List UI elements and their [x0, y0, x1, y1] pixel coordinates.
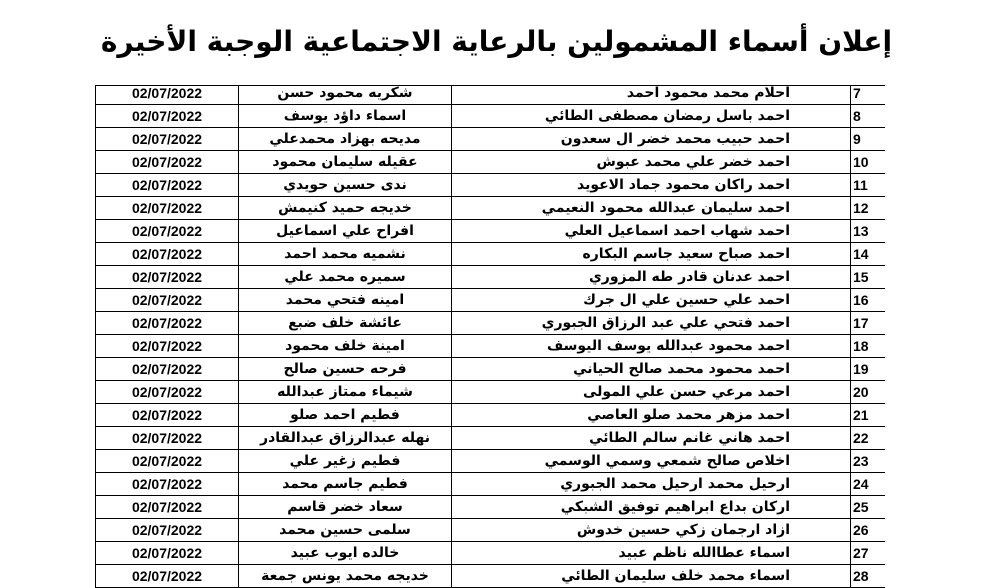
row-number: 28 [851, 565, 886, 588]
beneficiary-name: احمد مرعي حسن علي المولى [452, 381, 851, 404]
beneficiary-name: احمد خضر علي محمد عبوش [452, 151, 851, 174]
beneficiary-name: احمد هاني غانم سالم الطائي [452, 427, 851, 450]
entry-date: 02/07/2022 [96, 85, 239, 105]
beneficiary-name: احمد سليمان عبدالله محمود النعيمي [452, 197, 851, 220]
relative-name: امينة خلف محمود [239, 335, 452, 358]
document-area [95, 85, 885, 588]
relative-name: فطيم زغير علي [239, 450, 452, 473]
table-row [96, 85, 886, 105]
relative-name: سلمى حسين محمد [239, 519, 452, 542]
row-number: 27 [851, 542, 886, 565]
table-row [96, 358, 886, 381]
beneficiary-name: احمد صباح سعيد جاسم البكاره [452, 243, 851, 266]
relative-name: سميره محمد علي [239, 266, 452, 289]
beneficiary-name: اركان بداع ابراهيم توفيق الشبكي [452, 496, 851, 519]
table-row [96, 565, 886, 588]
table-row [96, 496, 886, 519]
row-number: 18 [851, 335, 886, 358]
entry-date: 02/07/2022 [96, 335, 239, 358]
table-row [96, 335, 886, 358]
table-body [96, 85, 886, 588]
row-number: 19 [851, 358, 886, 381]
beneficiary-name: اسماء محمد خلف سليمان الطائي [452, 565, 851, 588]
table-row [96, 450, 886, 473]
entry-date: 02/07/2022 [96, 450, 239, 473]
relative-name: عائشة خلف ضبع [239, 312, 452, 335]
table-row [96, 542, 886, 565]
row-number: 23 [851, 450, 886, 473]
table-row [96, 289, 886, 312]
beneficiary-name: احمد محمود محمد صالح الحياني [452, 358, 851, 381]
beneficiary-name: احمد راكان محمود جماد الاعويد [452, 174, 851, 197]
relative-name: عقيله سليمان محمود [239, 151, 452, 174]
table-row [96, 151, 886, 174]
table-row [96, 312, 886, 335]
row-number: 22 [851, 427, 886, 450]
relative-name: ندى حسين حويدي [239, 174, 452, 197]
relative-name: شكريه محمود حسن [239, 85, 452, 105]
table-row [96, 243, 886, 266]
row-number: 9 [851, 128, 886, 151]
row-number: 20 [851, 381, 886, 404]
relative-name: سعاد خضر قاسم [239, 496, 452, 519]
row-number: 11 [851, 174, 886, 197]
entry-date: 02/07/2022 [96, 266, 239, 289]
relative-name: خديجه محمد يونس جمعة [239, 565, 452, 588]
beneficiaries-table [95, 85, 885, 588]
beneficiary-name: احمد فتحي علي عبد الرزاق الجبوري [452, 312, 851, 335]
table-row [96, 519, 886, 542]
table-row [96, 427, 886, 450]
beneficiary-name: ارحيل محمد ارحيل محمد الجبوري [452, 473, 851, 496]
beneficiary-name: احلام محمد محمود احمد [452, 85, 851, 105]
row-number: 25 [851, 496, 886, 519]
table-row [96, 220, 886, 243]
relative-name: نشميه محمد احمد [239, 243, 452, 266]
relative-name: افراح علي اسماعيل [239, 220, 452, 243]
entry-date: 02/07/2022 [96, 243, 239, 266]
relative-name: نهله عبدالرزاق عبدالقادر [239, 427, 452, 450]
row-number: 15 [851, 266, 886, 289]
entry-date: 02/07/2022 [96, 381, 239, 404]
relative-name: فرحه حسين صالح [239, 358, 452, 381]
entry-date: 02/07/2022 [96, 220, 239, 243]
entry-date: 02/07/2022 [96, 312, 239, 335]
entry-date: 02/07/2022 [96, 496, 239, 519]
entry-date: 02/07/2022 [96, 404, 239, 427]
relative-name: اسماء داؤد يوسف [239, 105, 452, 128]
relative-name: امينه فتحي محمد [239, 289, 452, 312]
row-number: 12 [851, 197, 886, 220]
row-number: 8 [851, 105, 886, 128]
row-number: 14 [851, 243, 886, 266]
entry-date: 02/07/2022 [96, 519, 239, 542]
beneficiary-name: اسماء عطاالله ناظم عبيد [452, 542, 851, 565]
row-number: 26 [851, 519, 886, 542]
relative-name: خديجه حميد كنيمش [239, 197, 452, 220]
row-number: 10 [851, 151, 886, 174]
beneficiary-name: احمد علي حسين علي ال جرك [452, 289, 851, 312]
row-number: 21 [851, 404, 886, 427]
table-row [96, 266, 886, 289]
table-row [96, 174, 886, 197]
row-number: 24 [851, 473, 886, 496]
entry-date: 02/07/2022 [96, 358, 239, 381]
beneficiary-name: احمد حبيب محمد خضر ال سعدون [452, 128, 851, 151]
entry-date: 02/07/2022 [96, 473, 239, 496]
entry-date: 02/07/2022 [96, 289, 239, 312]
relative-name: مديحه بهزاد محمدعلي [239, 128, 452, 151]
row-number: 16 [851, 289, 886, 312]
beneficiary-name: احمد شهاب احمد اسماعيل العلي [452, 220, 851, 243]
beneficiary-name: اخلاص صالح شمعي وسمي الوسمي [452, 450, 851, 473]
beneficiary-name: احمد مزهر محمد صلو العاصي [452, 404, 851, 427]
table-row [96, 128, 886, 151]
table-row [96, 105, 886, 128]
row-number: 7 [851, 85, 886, 105]
beneficiary-name: احمد محمود عبدالله يوسف اليوسف [452, 335, 851, 358]
table-row [96, 381, 886, 404]
entry-date: 02/07/2022 [96, 128, 239, 151]
table-row [96, 197, 886, 220]
beneficiary-name: احمد عدنان قادر طه المزوري [452, 266, 851, 289]
table-row [96, 404, 886, 427]
beneficiary-name: احمد باسل رمضان مصطفى الطائي [452, 105, 851, 128]
relative-name: فطيم احمد صلو [239, 404, 452, 427]
page-title: إعلان أسماء المشمولين بالرعاية الاجتماعية الوجبة الأخيرة [100, 25, 893, 58]
entry-date: 02/07/2022 [96, 105, 239, 128]
entry-date: 02/07/2022 [96, 151, 239, 174]
row-number: 17 [851, 312, 886, 335]
beneficiary-name: ازاد ارجمان زكي حسين خدوش [452, 519, 851, 542]
entry-date: 02/07/2022 [96, 174, 239, 197]
entry-date: 02/07/2022 [96, 197, 239, 220]
relative-name: شيماء ممتاز عبدالله [239, 381, 452, 404]
entry-date: 02/07/2022 [96, 427, 239, 450]
row-number: 13 [851, 220, 886, 243]
relative-name: فطيم جاسم محمد [239, 473, 452, 496]
table-row [96, 473, 886, 496]
entry-date: 02/07/2022 [96, 565, 239, 588]
entry-date: 02/07/2022 [96, 542, 239, 565]
relative-name: خالده ايوب عبيد [239, 542, 452, 565]
